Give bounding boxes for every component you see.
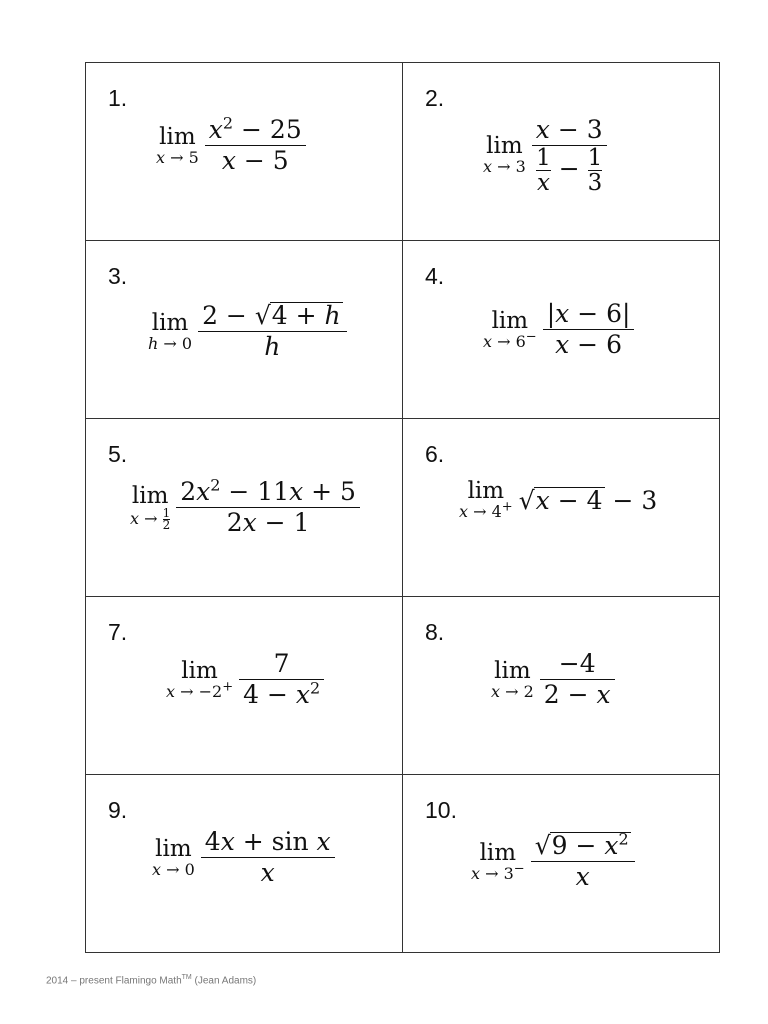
limit-expression: lim x → 3 x − 3 $\frac{1}{x}$ − $\frac{1}{3}$ (483, 115, 607, 195)
problem-cell-5 (86, 419, 403, 597)
problem-cell-4 (403, 241, 720, 419)
problem-cell-6 (403, 419, 720, 597)
limit-expression: lim x → −2+ $\frac{7}{4 - x^2}$ (166, 649, 324, 710)
problem-number: 2. (425, 85, 445, 111)
problem-number: 10. (425, 797, 457, 823)
problem-cell-3 (86, 241, 403, 419)
limit-expression: lim x → 4+ √x − 4 − 3 (459, 478, 658, 521)
problem-number: 8. (425, 619, 445, 645)
problem-number: 4. (425, 263, 445, 289)
problem-cell-10 (403, 775, 720, 953)
problem-cell-8 (403, 597, 720, 775)
problem-number: 3. (108, 263, 128, 289)
problem-number: 6. (425, 441, 445, 467)
problem-grid (85, 62, 720, 953)
problem-cell-1 (86, 63, 403, 241)
limit-expression: lim x → 5 $\frac{x^2 - 25}{x - 5}$ (156, 115, 306, 176)
limit-expression: lim x → 0 $\frac{\text{4x + sin x}}{x}$ (152, 827, 335, 888)
problem-number: 1. (108, 85, 128, 111)
limit-expression: lim x → 2 $\frac{-4}{2 - x}$ (491, 649, 615, 710)
problem-number: 5. (108, 441, 128, 467)
problem-cell-7 (86, 597, 403, 775)
problem-number: 7. (108, 619, 128, 645)
limit-expression: lim h → 0 $\frac{2 - √4 + h}{h}$ (148, 301, 347, 362)
limit-expression: lim x → 6− $\frac{|x - 6|}{x - 6}$ (483, 299, 634, 360)
copyright-footer: 2014 – present Flamingo Math™ (Jean Adams) (46, 974, 257, 987)
problem-cell-9 (86, 775, 403, 953)
limit-expression: lim x → 3− $\frac{√9 - x^2}{x}$ (471, 831, 635, 892)
limit-expression: lim x → $\frac{1}{2}$ $\frac{2x^2 - 11x + 5}{2x - 1}$ (130, 477, 360, 538)
problem-cell-2 (403, 63, 720, 241)
problem-number: 9. (108, 797, 128, 823)
